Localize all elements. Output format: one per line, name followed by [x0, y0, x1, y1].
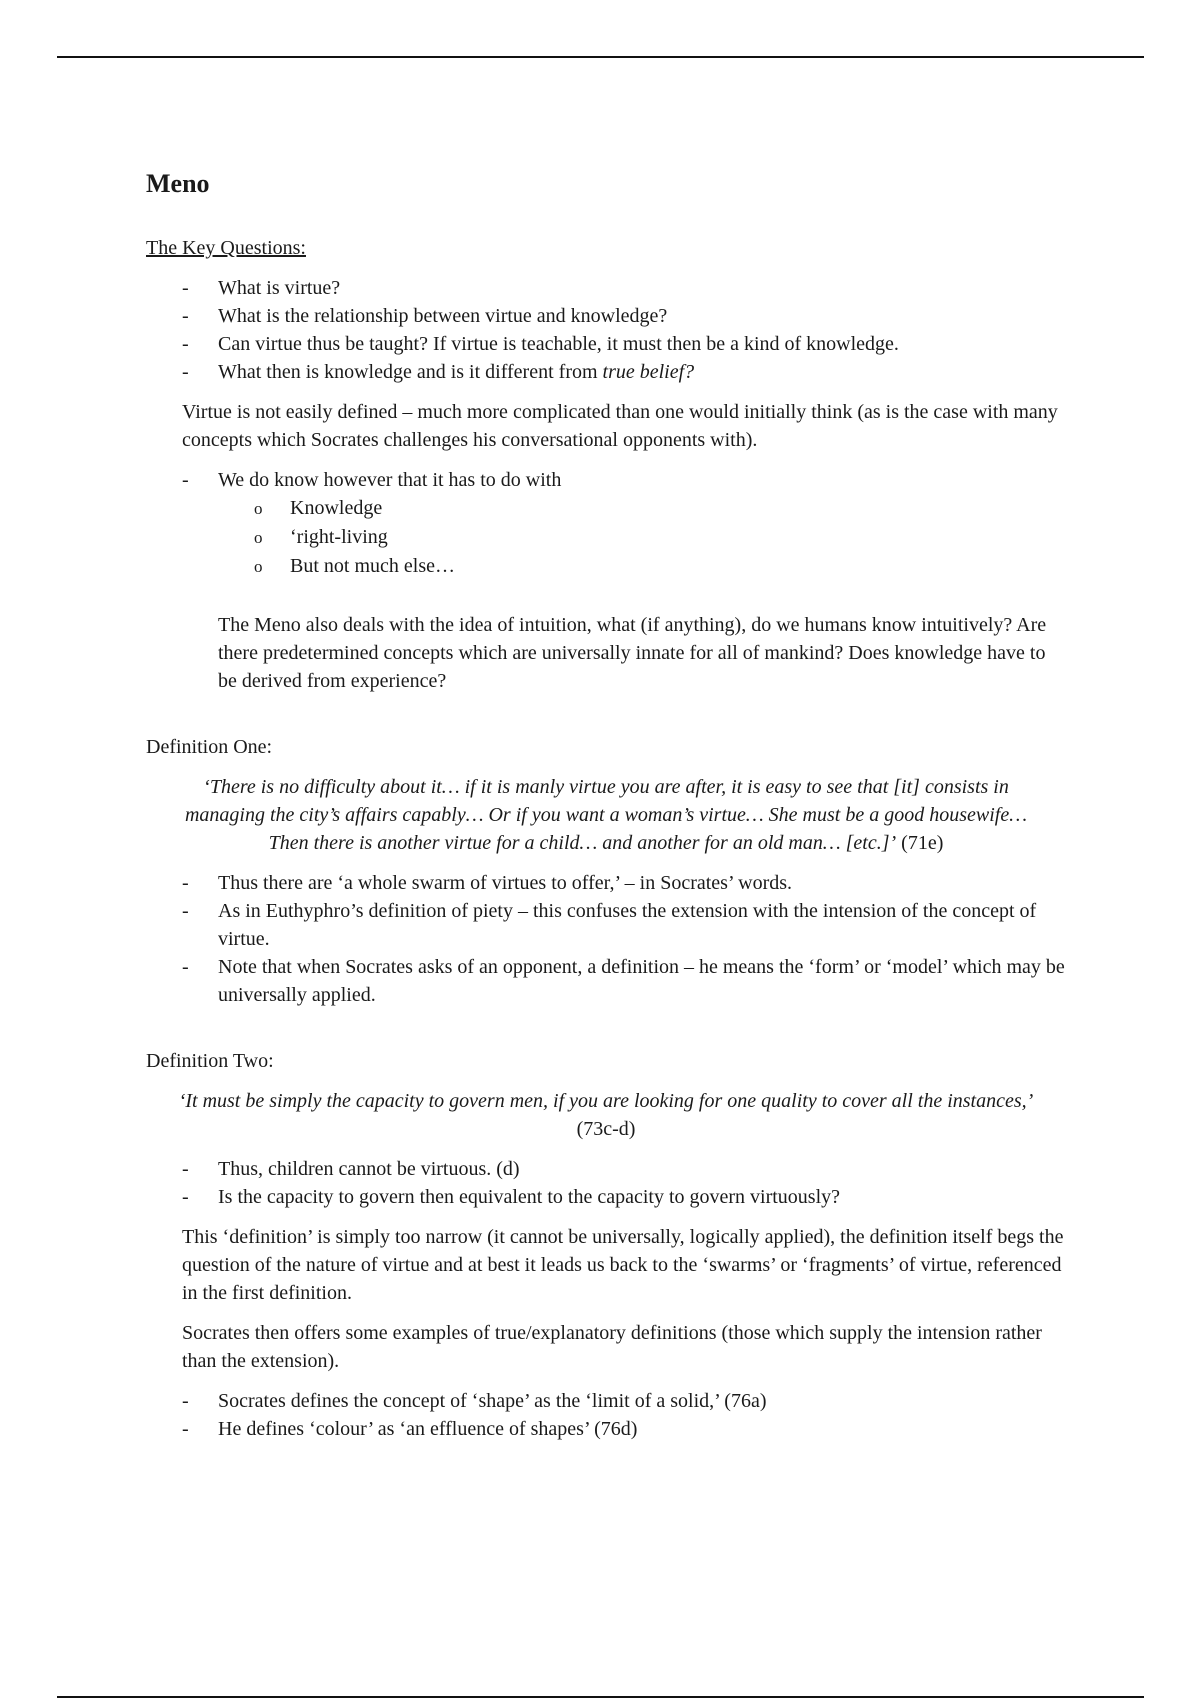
known-sublist [146, 494, 1066, 581]
list-item: - Thus there are ‘a whole swarm of virtues to offer,’ – in Socrates’ words. [182, 869, 1066, 897]
definition-two-heading: Definition Two: [146, 1050, 274, 1072]
list-item [182, 466, 1066, 494]
list-item-text: What then is knowledge and is it different from [218, 361, 603, 383]
emphasis-text: true belief? [602, 361, 695, 383]
examples-list [146, 1387, 1066, 1443]
list-item: - Note that when Socrates asks of an opponent, a definition – he means the ‘form’ or ‘model’ which may be universally applied. [182, 953, 1066, 1009]
definition-two-list [146, 1155, 1066, 1211]
document-body [146, 168, 1066, 1443]
sublist-item: o ‘right-living [254, 523, 1066, 552]
quote-text: ‘It must be simply the capacity to govern men, if you are looking for one quality to cover all the instances,’ [178, 1090, 1034, 1112]
list-item [182, 358, 1066, 386]
key-questions-heading: The Key Questions: [146, 237, 306, 259]
definition-one-quote [166, 773, 1046, 857]
key-questions-list [146, 274, 1066, 386]
list-item: - As in Euthyphro’s definition of piety – this confuses the extension with the intension of the concept of virtue. [182, 897, 1066, 953]
quote-text: ‘There is no difficulty about it… if it is manly virtue you are after, it is easy to see that [it] consists in managing the city’s affairs capably… Or if you want a woman’s virtue… She must be a good housewife… Then there is another virtue for a child… and another for an old man… [etc.]’ [184, 776, 1027, 854]
definition-two-quote [166, 1087, 1046, 1143]
list-item: - He defines ‘colour’ as ‘an effluence of shapes’ (76d) [182, 1415, 1066, 1443]
list-item: - Thus, children cannot be virtuous. (d) [182, 1155, 1066, 1183]
list-item: - Socrates defines the concept of ‘shape’ as the ‘limit of a solid,’ (76a) [182, 1387, 1066, 1415]
list-item: - Can virtue thus be taught? If virtue is teachable, it must then be a kind of knowledge. [182, 330, 1066, 358]
list-item: - What is virtue? [182, 274, 1066, 302]
intuition-paragraph: The Meno also deals with the idea of intuition, what (if anything), do we humans know intuitively? Are there predetermined concepts which are universally innate for all of mankind? Does knowledge have to be derived from experience? [218, 614, 1047, 692]
quote-reference: (71e) [896, 832, 944, 854]
narrow-definition-paragraph: This ‘definition’ is simply too narrow (it cannot be universally, logically applied), the definition itself begs the question of the nature of virtue and at best it leads us back to the ‘swarms’ or ‘fragments’ of virtue, referenced in the first definition. [182, 1226, 1064, 1304]
list-item: - What is the relationship between virtue and knowledge? [182, 302, 1066, 330]
examples-intro-paragraph: Socrates then offers some examples of true/explanatory definitions (those which supply the intension rather than the extension). [182, 1322, 1042, 1372]
known-list [146, 466, 1066, 494]
top-rule [57, 56, 1144, 58]
virtue-paragraph: Virtue is not easily defined – much more complicated than one would initially think (as is the case with many concepts which Socrates challenges his conversational opponents with). [182, 401, 1058, 451]
bottom-rule [57, 1696, 1144, 1698]
list-item: - Is the capacity to govern then equivalent to the capacity to govern virtuously? [182, 1183, 1066, 1211]
quote-reference: (73c-d) [576, 1118, 636, 1140]
sublist-item: o But not much else… [254, 552, 1066, 581]
definition-one-heading: Definition One: [146, 736, 273, 758]
known-intro: We do know however that it has to do with [218, 469, 562, 491]
sublist-item: o Knowledge [254, 494, 1066, 523]
page-title: Meno [146, 169, 210, 198]
definition-one-list [146, 869, 1066, 1009]
